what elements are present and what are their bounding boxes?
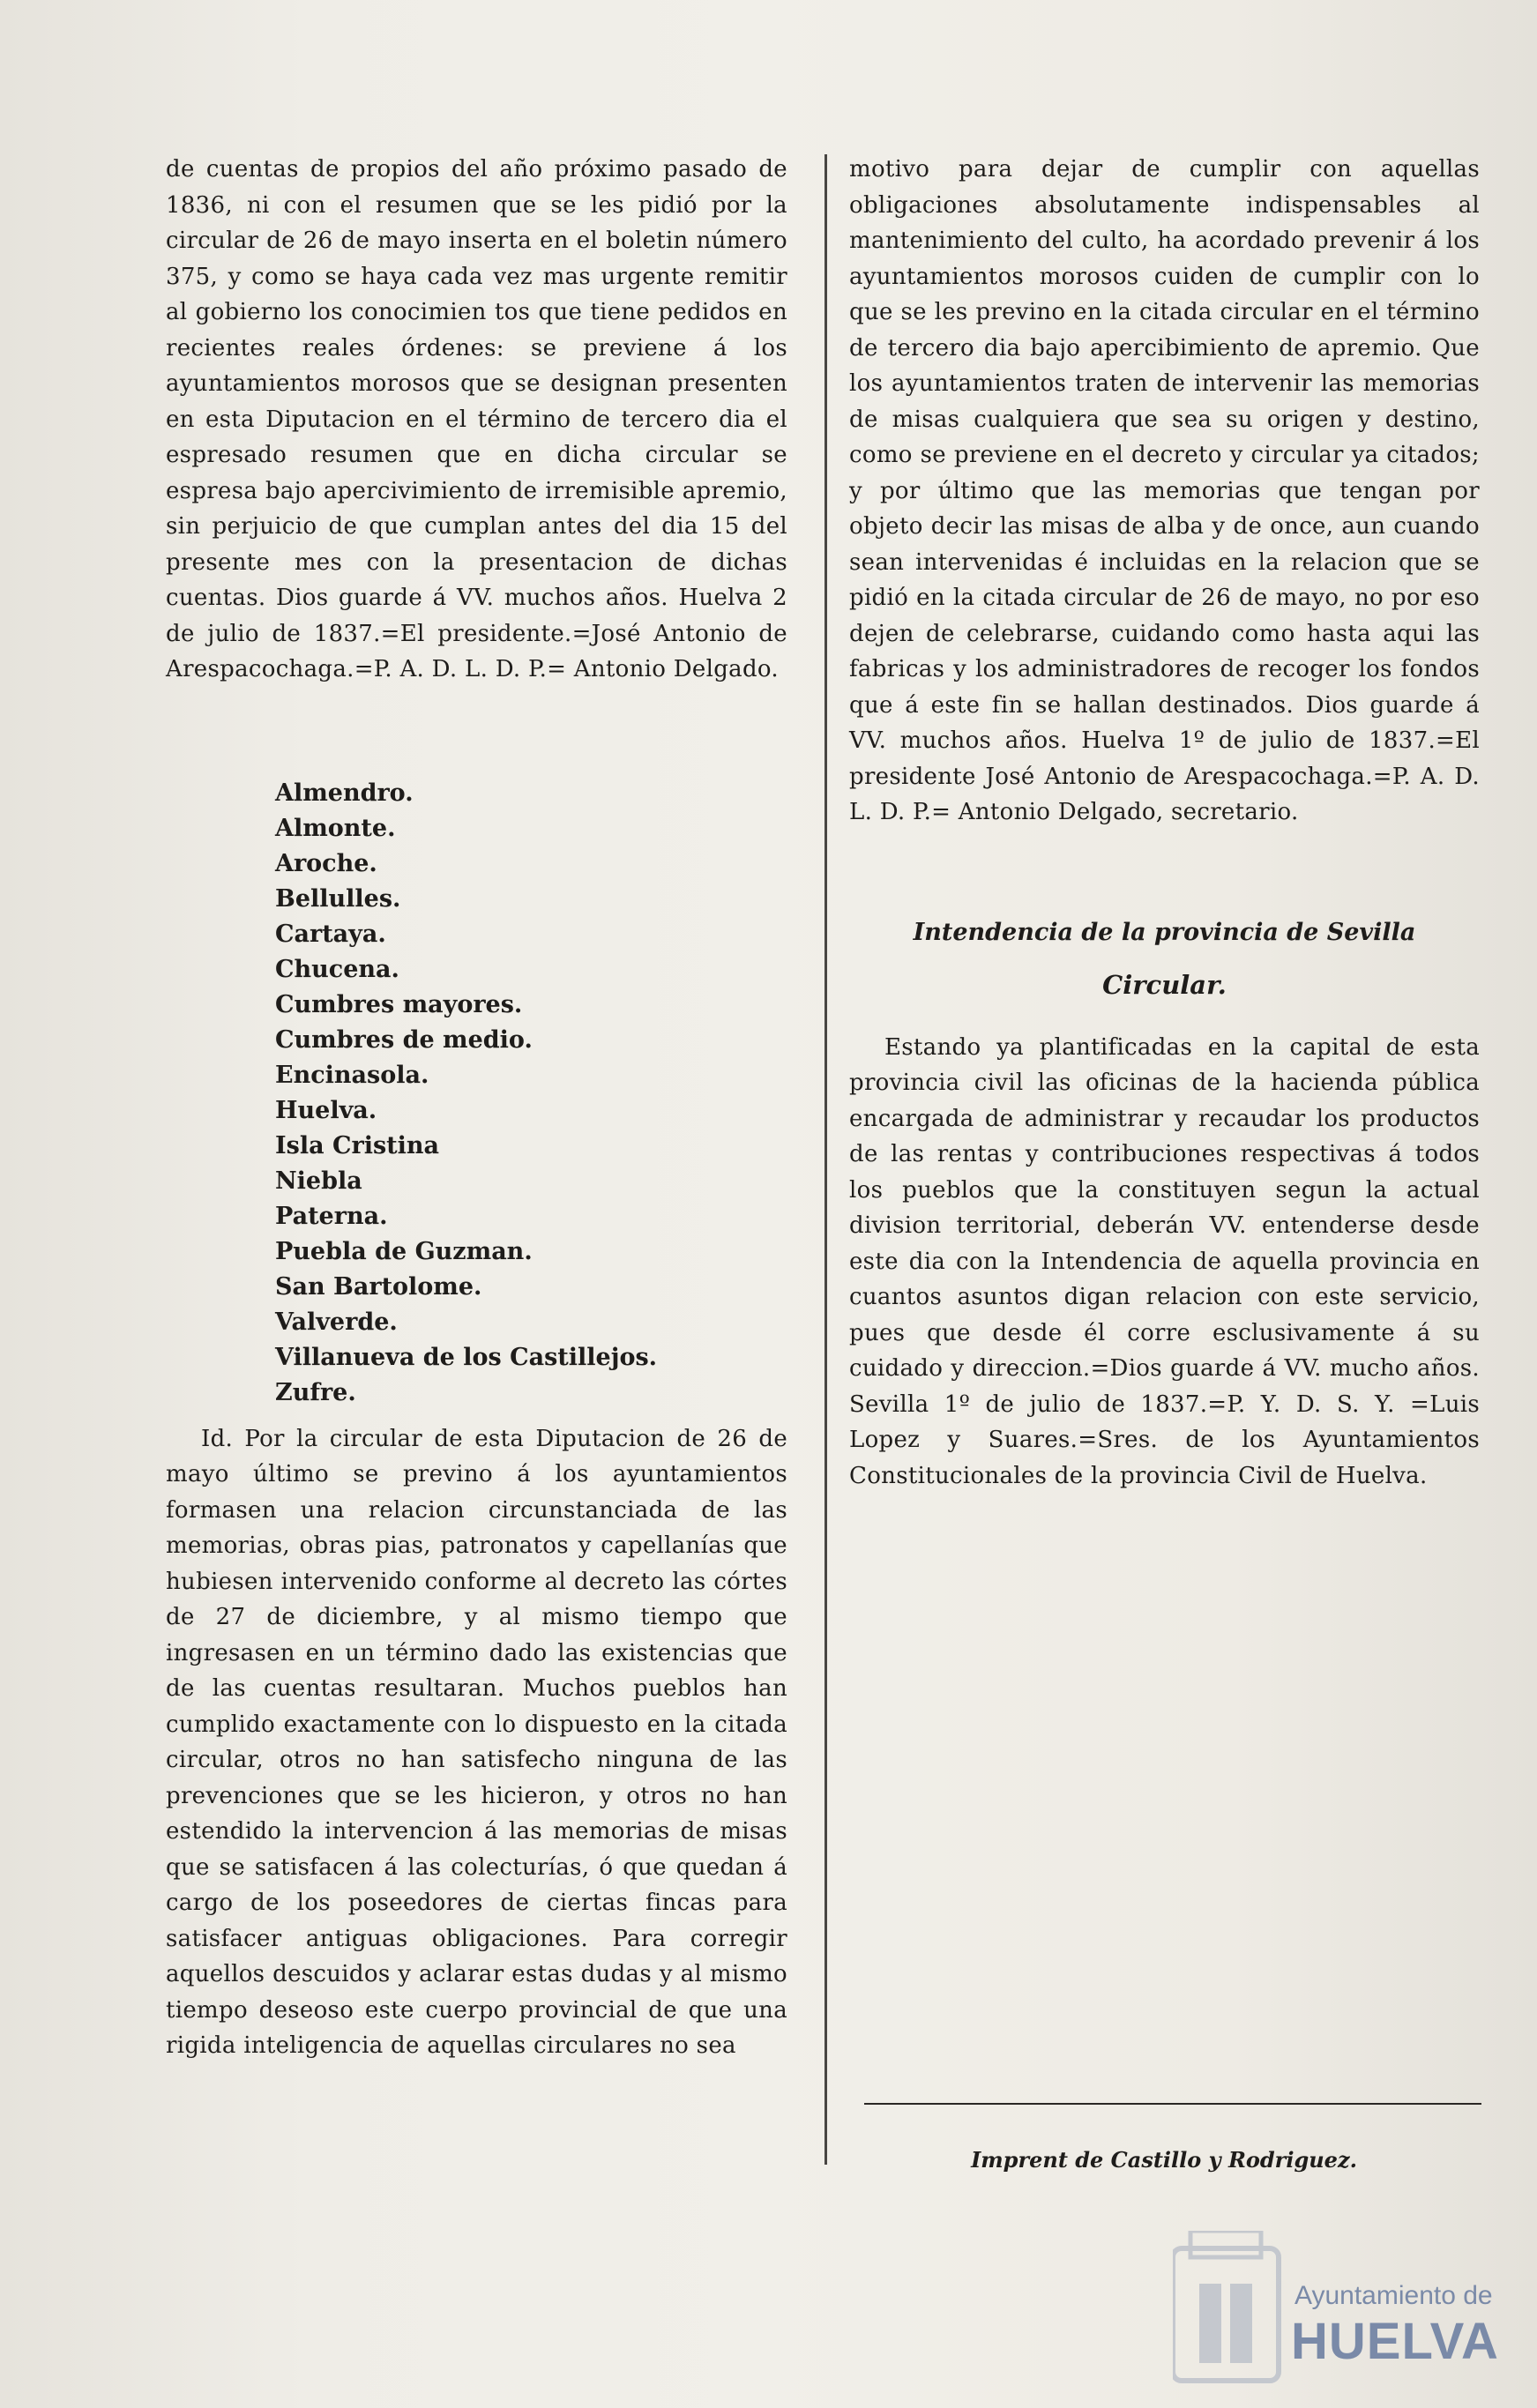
left-column bbox=[166, 152, 787, 2064]
column-divider bbox=[824, 154, 827, 2165]
watermark-line-2: HUELVA bbox=[1291, 2313, 1499, 2370]
town-item: Bellulles. bbox=[275, 884, 401, 913]
town-item: Cumbres mayores. bbox=[275, 990, 523, 1018]
printer-imprint: Imprent de Castillo y Rodriguez. bbox=[971, 2147, 1357, 2173]
town-item: Almendro. bbox=[275, 779, 414, 807]
town-item: Aroche. bbox=[275, 849, 377, 877]
watermark-line-1: Ayuntamiento de bbox=[1295, 2281, 1493, 2310]
town-item: Huelva. bbox=[275, 1096, 377, 1124]
town-item: Almonte. bbox=[275, 814, 396, 842]
left-paragraph-2: Id. Por la circular de esta Diputacion de 26 de mayo último se previno á los ayuntamientos formasen una relacion circunstanciada de las memorias, obras pias, patronatos y capellanías que hubiesen intervenido conforme al decreto las córtes de 27 de diciembre, y al mismo tiempo que ingresasen en un término dado las existencias que de las cuentas resultaran. Muchos pueblos han cumplido exactamente con lo dispuesto en la citada circular, otros no han satisfecho ninguna de las prevenciones que se les hicieron, y otros no han estendido la intervencion á las memorias de misas que se satisfacen á las colecturías, ó que quedan á cargo de los poseedores de ciertas fincas para satisfacer antiguas obligaciones. Para corregir aquellos descuidos y aclarar estas dudas y al mismo tiempo deseoso este cuerpo provincial de que una rigida inteligencia de aquellas circulares no sea bbox=[166, 1425, 787, 2059]
town-item: Niebla bbox=[275, 1167, 362, 1195]
section-subheading: Circular. bbox=[1102, 969, 1227, 1000]
town-item: San Bartolome. bbox=[275, 1272, 482, 1301]
section-heading: Intendencia de la provincia de Sevilla bbox=[913, 918, 1416, 946]
town-item: Chucena. bbox=[275, 955, 399, 983]
town-item: Valverde. bbox=[275, 1308, 398, 1336]
town-item: Isla Cristina bbox=[275, 1131, 440, 1159]
town-item: Paterna. bbox=[275, 1202, 388, 1230]
bottom-rule bbox=[864, 2103, 1481, 2105]
town-item: Zufre. bbox=[275, 1378, 356, 1406]
right-column bbox=[849, 152, 1480, 1494]
town-item: Villanueva de los Castillejos. bbox=[275, 1343, 658, 1371]
towns-list bbox=[275, 776, 787, 1411]
town-item: Cumbres de medio. bbox=[275, 1025, 533, 1054]
right-paragraph-1: motivo para dejar de cumplir con aquellas obligaciones absolutamente indispensables al mantenimiento del culto, ha acordado prevenir á los ayuntamientos morosos cuiden de cumplir con lo que se les previno en la citada circular en el término de tercero dia bajo apercibimiento de apremio. Que los ayuntamientos traten de intervenir las memorias de misas cualquiera que sea su origen y destino, como se previene en el decreto y circular ya citados; y por último que las memorias que tengan por objeto decir las misas de alba y de once, aun cuando sean intervenidas é incluidas en la relacion que se pidió en la citada circular de 26 de mayo, no por eso dejen de celebrarse, cuidando como hasta aqui las fabricas y los administradores de recoger los fondos que á este fin se hallan destinados. Dios guarde á VV. muchos años. Huelva 1º de julio de 1837.=El presidente José Antonio de Arespacochaga.=P. A. D. L. D. P.= Antonio Delgado, secretario. bbox=[849, 156, 1480, 825]
left-paragraph-1: de cuentas de propios del año próximo pasado de 1836, ni con el resumen que se les pidió por la circular de 26 de mayo inserta en el boletin número 375, y como se haya cada vez mas urgente remitir al gobierno los conocimien tos que tiene pedidos en recientes reales órdenes: se previene á los ayuntamientos morosos que se designan presenten en esta Diputacion en el término de tercero dia el espresado resumen que en dicha circular se espresa bajo apercivimiento de irremisible apremio, sin perjuicio de que cumplan antes del dia 15 del presente mes con la presentacion de dichas cuentas. Dios guarde á VV. muchos años. Huelva 2 de julio de 1837.=El presidente.=José Antonio de Arespacochaga.=P. A. D. L. D. P.= Antonio Delgado. bbox=[166, 156, 787, 682]
town-item: Encinasola. bbox=[275, 1061, 429, 1089]
town-item: Cartaya. bbox=[275, 920, 386, 948]
right-paragraph-2: Estando ya plantificadas en la capital de esta provincia civil las oficinas de la hacienda pública encargada de administrar y recaudar los productos de las rentas y contribuciones respectivas á todos los pueblos que la constituyen segun la actual division territorial, deberán VV. entenderse desde este dia con la Intendencia de aquella provincia en cuantos asuntos digan relacion con este servicio, pues que desde él corre esclusivamente á su cuidado y direccion.=Dios guarde á VV. mucho años. Sevilla 1º de julio de 1837.=P. Y. D. S. Y. =Luis Lopez y Suares.=Sres. de los Ayuntamientos Constitucionales de la provincia Civil de Huelva. bbox=[849, 1033, 1480, 1489]
town-item: Puebla de Guzman. bbox=[275, 1237, 533, 1265]
